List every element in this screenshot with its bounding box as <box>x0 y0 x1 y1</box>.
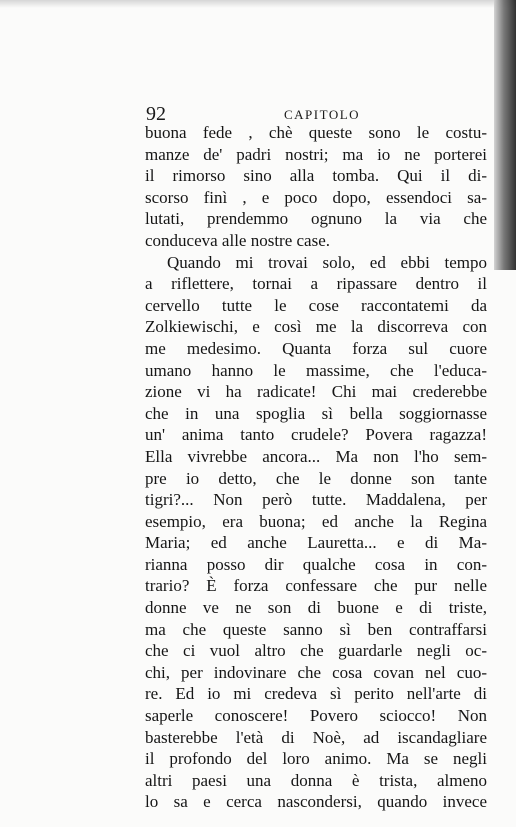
text-line: zione vi ha radicate! Chi mai crederebbe <box>145 382 487 402</box>
binding-edge <box>494 0 516 270</box>
text-line: rianna posso dir qualche cosa in con- <box>145 554 487 574</box>
text-line: umano hanno le massime, che l'educa- <box>145 360 487 380</box>
text-line: Zolkiewischi, e così me la discorreva con <box>145 317 487 337</box>
text-line: donne ve ne son di buone e di triste, <box>145 598 487 618</box>
text-line: il rimorso sino alla tomba. Qui il di- <box>145 166 487 186</box>
text-line: tigri?... Non però tutte. Maddalena, per <box>145 490 487 510</box>
text-line: trario? È forza confessare che pur nelle <box>145 576 487 596</box>
text-line: buona fede , chè queste sono le costu- <box>145 123 487 142</box>
text-line: saperle conoscere! Povero sciocco! Non <box>145 706 487 726</box>
text-line: pre io detto, che le donne son tante <box>145 468 487 488</box>
text-line: lutati, prendemmo ognuno la via che <box>145 209 487 229</box>
running-head: CAPITOLO <box>284 107 361 122</box>
text-line: chi, per indovinare che cosa covan nel cuo- <box>145 662 487 682</box>
text-line: lo sa e cerca nascondersi, quando invece <box>145 792 487 812</box>
text-line: manze de' padri nostri; ma io ne porterei <box>145 144 487 164</box>
text-line: il profondo del loro animo. Ma se negli <box>145 749 487 769</box>
text-line: me medesimo. Quanta forza sul cuore <box>145 338 487 358</box>
page-top-shadow <box>0 0 516 8</box>
text-line: conduceva alle nostre case. <box>145 230 331 250</box>
text-line: cervello tutte le cose raccontatemi da <box>145 295 487 315</box>
text-line: che in una spoglia sì bella soggiornasse <box>145 403 487 423</box>
text-line: scorso finì , e poco dopo, essendoci sa- <box>145 187 487 207</box>
text-line: ma che queste sanno sì ben contraffarsi <box>145 619 487 639</box>
body-text <box>145 122 487 813</box>
text-line: a riflettere, tornai a ripassare dentro il <box>145 274 487 294</box>
text-line: esempio, era buona; ed anche la Regina <box>145 511 487 531</box>
text-line: Maria; ed anche Lauretta... e di Ma- <box>145 533 487 553</box>
text-line: che ci vuol altro che guardarle negli oc- <box>145 641 487 661</box>
text-line: basterebbe l'età di Noè, ad iscandagliare <box>145 727 487 747</box>
text-line: un' anima tanto crudele? Povera ragazza! <box>145 425 487 445</box>
text-line: Ella vivrebbe ancora... Ma non l'ho sem- <box>145 446 487 466</box>
page-number: 92 <box>146 103 166 125</box>
text-line: altri paesi una donna è trista, almeno <box>145 770 487 790</box>
text-line: Quando mi trovai solo, ed ebbi tempo <box>167 252 487 272</box>
text-line: re. Ed io mi credeva sì perito nell'arte di <box>145 684 487 704</box>
